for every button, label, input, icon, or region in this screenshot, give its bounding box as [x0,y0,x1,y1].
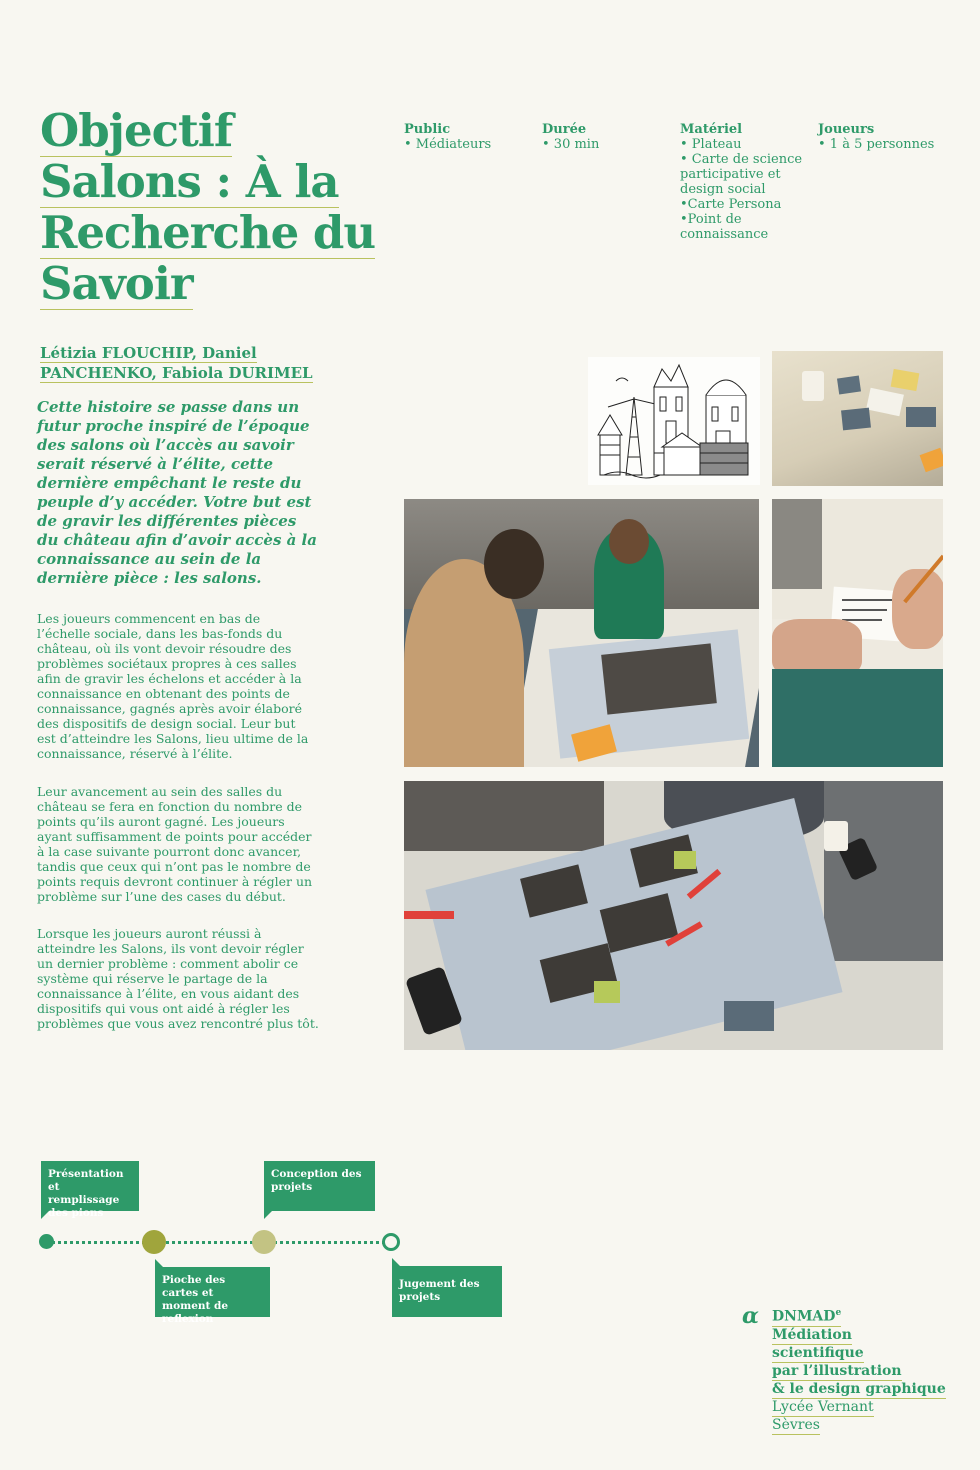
photo-board-overview [404,781,943,1050]
timeline-step-4 [392,1266,502,1317]
intro-text: Cette histoire se passe dans un futur proche inspiré de l’époque des salons où l’accès au savoir serait réservé à l’élite, cette dernière empêchant le reste du peuple d’y accéder. Votre but est de gravir les différentes pièces du château afin d’avoir accès à la connaissance au sein de la dernière pièce : les salons. [37,398,317,587]
info-duree-label: Durée [542,122,587,137]
info-joueurs-item: • 1 à 5 personnes [818,137,935,152]
credits-place: Sèvres [772,1416,820,1433]
timeline-step-3-label: Conception des projets [271,1168,362,1193]
credits-place: Lycée Vernant [772,1398,874,1415]
credits-line: par l’illustration [772,1362,902,1379]
credits-school [772,1305,841,1327]
info-joueurs [818,122,934,152]
credits-line: Médiation [772,1326,852,1343]
timeline-step-3 [264,1161,375,1211]
info-materiel-item: •Point de [680,212,742,227]
timeline-step-1 [41,1161,139,1219]
info-materiel-item: • Carte de science [680,152,803,167]
photo-hand-writing [772,499,943,767]
info-public [404,122,491,152]
timeline-step-4-label: Jugement des projets [399,1278,480,1303]
title-line-4: Savoir [40,257,193,310]
timeline-line [47,1241,391,1244]
bubble-tail [264,1210,273,1219]
timeline-step-2-label: Pioche des cartes et moment de reflexion [162,1274,229,1325]
timeline-step-1-label: Présentation et remplissage des pions [48,1168,124,1219]
castle-illustration [588,357,760,485]
credits-line: & le design graphique [772,1380,946,1397]
credits-school-sup: e [835,1308,842,1318]
info-materiel-item: •Carte Persona [680,197,782,212]
info-joueurs-label: Joueurs [818,122,875,137]
info-duree [542,122,599,152]
credits-school-name: DNMAD [772,1308,836,1325]
alpha-logo-icon: α [742,1303,759,1329]
timeline-dot-3 [252,1230,276,1254]
info-materiel-item: participative et [680,167,781,182]
photo-players-board [404,499,759,767]
title-line-2: Salons : À la [40,155,339,208]
bubble-tail [41,1210,50,1219]
photo-table-cards [772,351,943,486]
info-materiel-item: connaissance [680,227,769,242]
info-materiel-item: design social [680,182,766,197]
title-line-3: Recherche du [40,206,376,259]
authors-line-1: Létizia FLOUCHIP, Daniel [40,344,257,362]
timeline-dot-2 [142,1230,166,1254]
bubble-tail [392,1258,401,1267]
timeline-step-2 [155,1267,270,1325]
info-duree-item: • 30 min [542,137,600,152]
credits-line: scientifique [772,1344,864,1361]
paragraph-3: Lorsque les joueurs auront réussi à atteindre les Salons, ils vont devoir régler un dernier problème : comment abolir ce système qui réserve le partage de la connaissance à l’élite, en vous aidant des dispositifs qui vous ont aidé à régler les problèmes que vous avez rencontré plus tôt. [37,926,319,1031]
info-public-label: Public [404,122,451,137]
bubble-tail [155,1259,164,1268]
info-materiel [680,122,802,242]
timeline-dot-1 [39,1234,54,1249]
authors-line-2: PANCHENKO, Fabiola DURIMEL [40,364,313,382]
timeline-dot-4 [382,1233,400,1251]
title-line-1: Objectif [40,104,233,157]
info-materiel-item: • Plateau [680,137,742,152]
paragraph-1: Les joueurs commencent en bas de l’échelle sociale, dans les bas-fonds du château, où ils vont devoir résoudre des problèmes sociétaux propres à ces salles afin de gravir les échelons et accéder à la connaissance en obtenant des points de connaissance, gagnés après avoir élaboré des dispositifs de design social. Leur but est d’atteindre les Salons, lieu ultime de la connaissance, réservé à l’élite. [37,611,309,761]
page-title [40,106,375,310]
info-public-item: • Médiateurs [404,137,492,152]
authors [40,343,313,383]
info-materiel-label: Matériel [680,122,743,137]
paragraph-2: Leur avancement au sein des salles du château se fera en fonction du nombre de points qu’ils auront gagné. Les joueurs ayant suffisamment de points pour accéder à la case suivante pourront donc avancer, tandis que ceux qui n’ont pas le nombre de points requis devront continuer à régler un problème sur l’une des cases du début. [37,784,313,904]
credits-text [772,1305,946,1435]
